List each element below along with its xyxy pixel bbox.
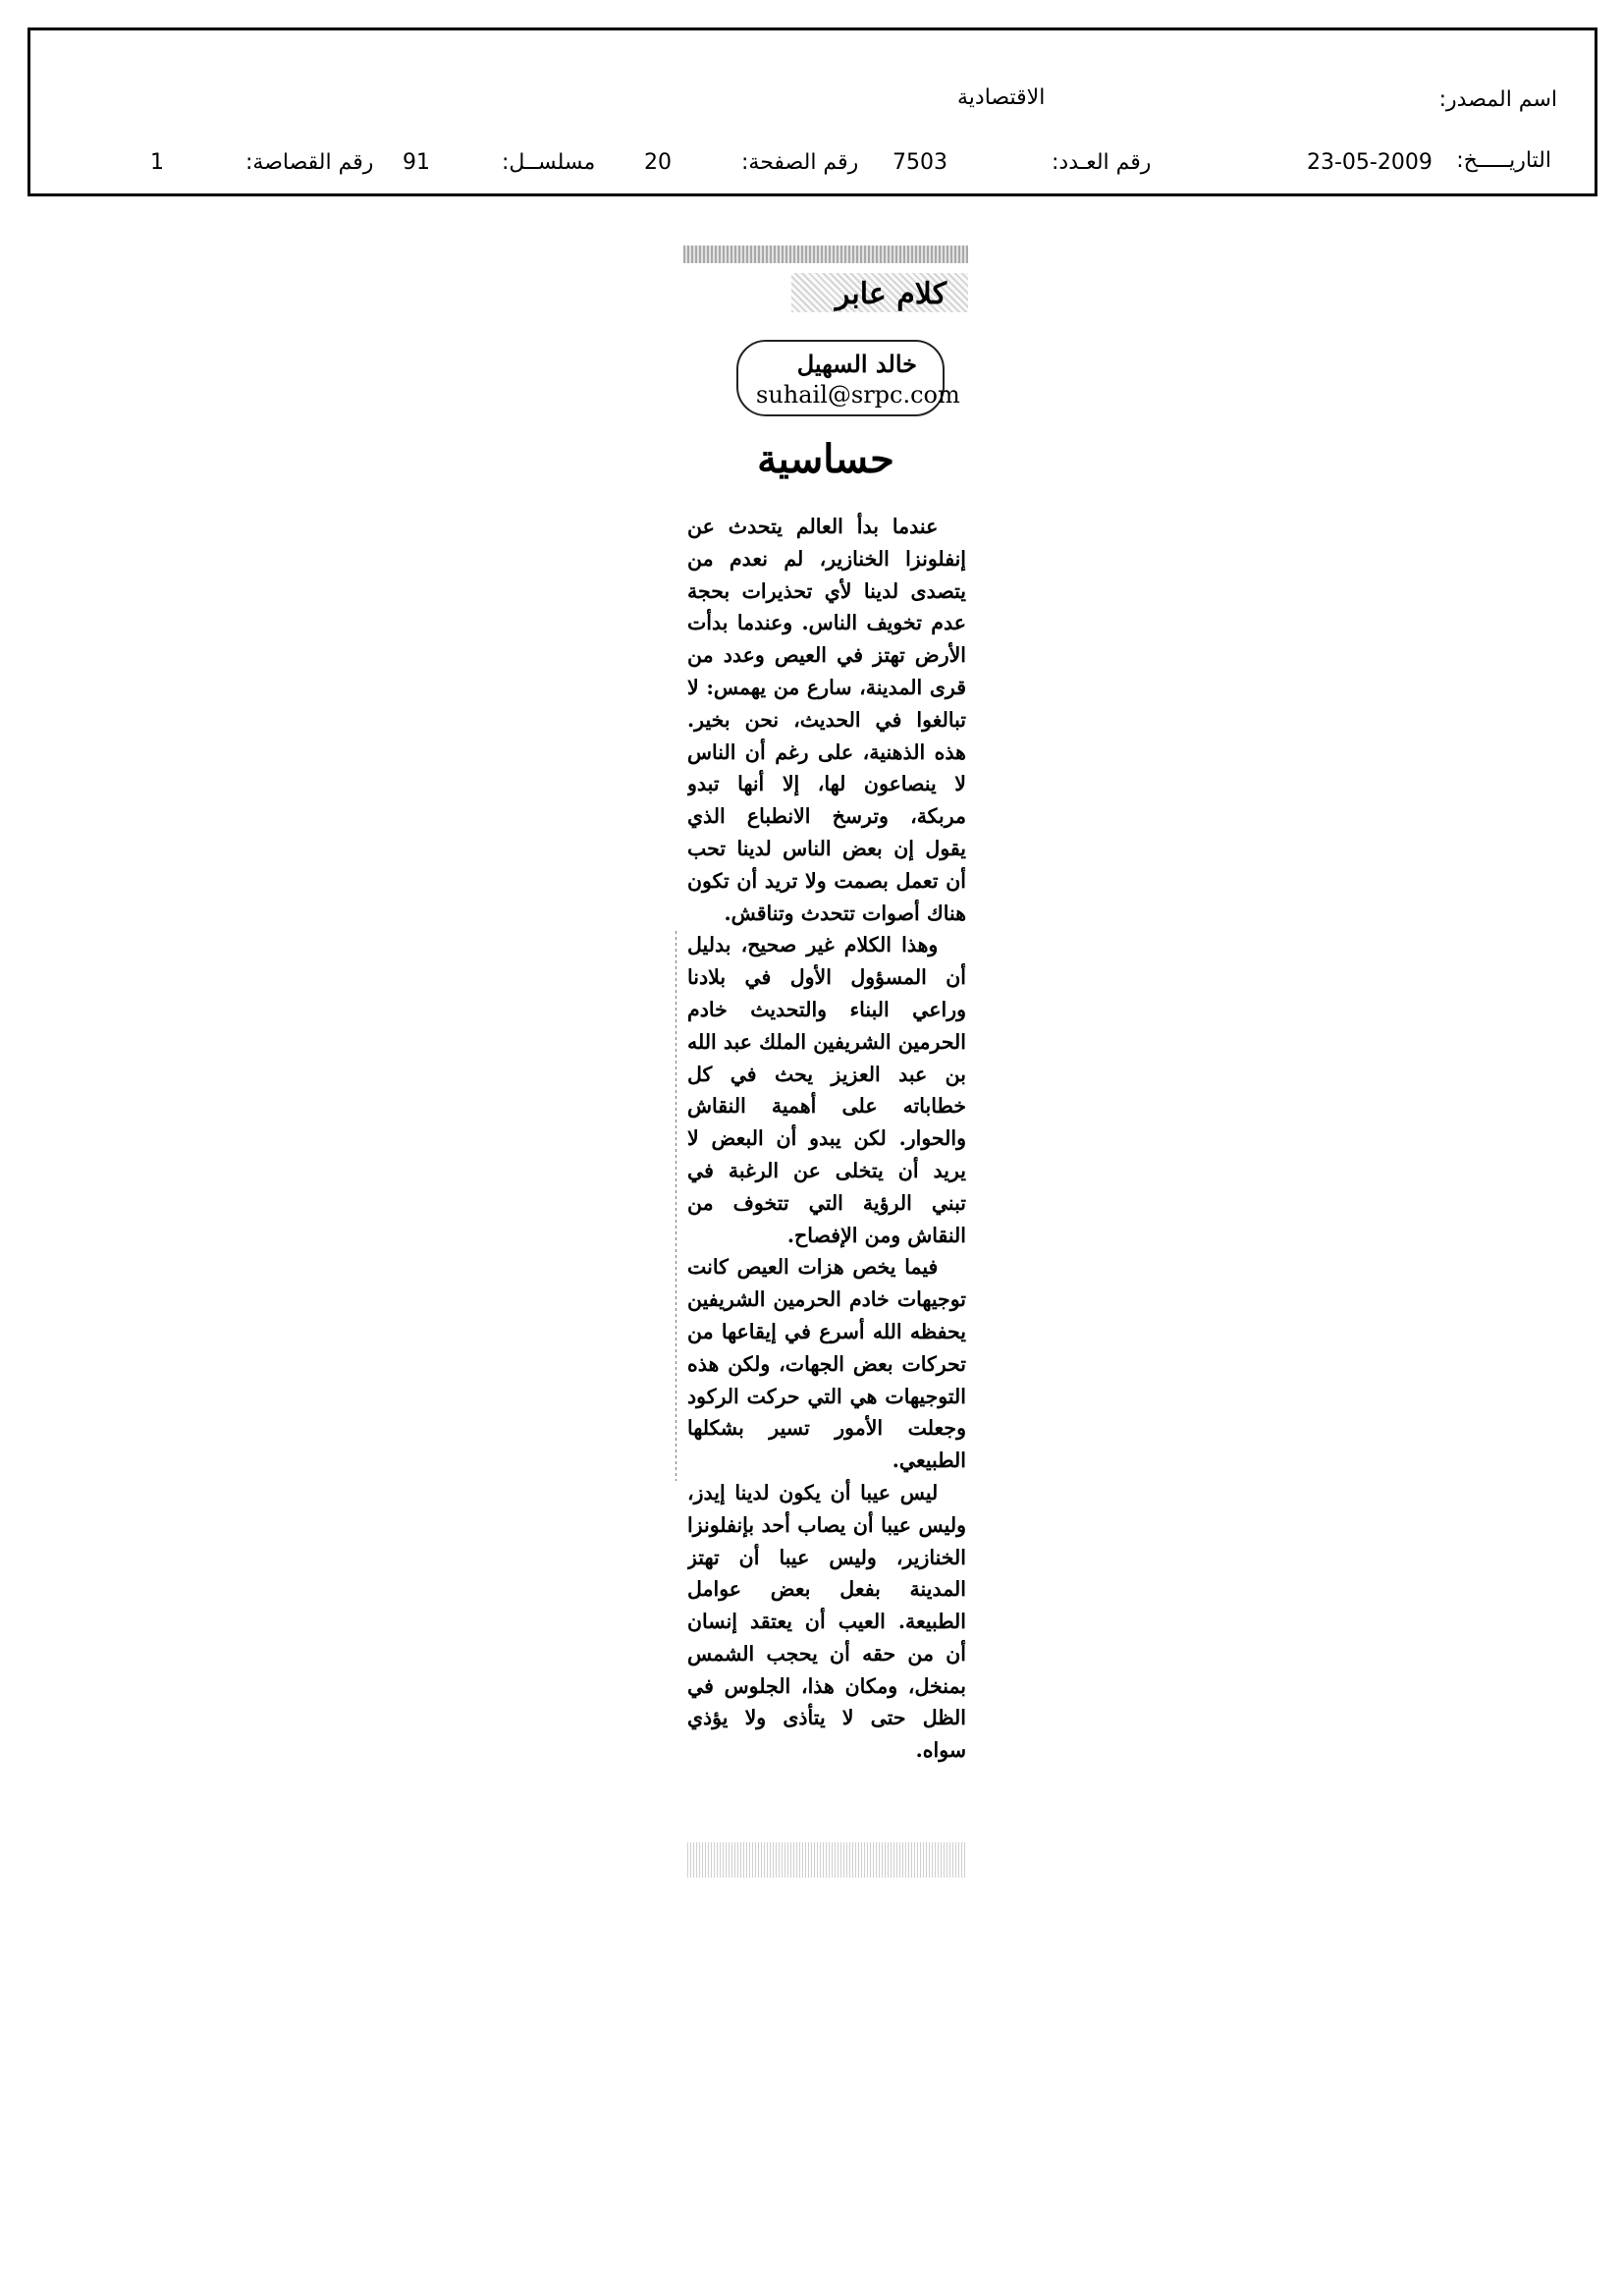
- clip-number-label: رقم القصاصة:: [245, 150, 374, 175]
- scan-texture-band: [683, 246, 968, 263]
- serial-value: 91: [403, 150, 430, 175]
- clip-number-value: 1: [150, 150, 164, 175]
- author-byline: [736, 340, 960, 416]
- newspaper-clipping: [676, 244, 976, 1893]
- article-title: حساسية: [757, 436, 894, 482]
- author-name: خالد السهيل: [796, 350, 917, 378]
- source-value: الاقتصادية: [957, 85, 1046, 110]
- article-paragraph: وهذا الكلام غير صحيح، بدليل أن المسؤول الأول في بلادنا وراعي البناء والتحديث خادم الحرمين الشريفين الملك عبد الله بن عبد العزيز يحث في كل خطاباته على أهمية النقاش والحوار. لكن يبدو أن البعض لا يريد أن يتخلى عن الرغبة في تبني الرؤية التي تتخوف من النقاش ومن الإفصاح.: [687, 933, 966, 1247]
- date-label: التاريـــــخ:: [1456, 148, 1551, 173]
- article-paragraph: فيما يخص هزات العيص كانت توجيهات خادم الحرمين الشريفين يحفظه الله أسرع في إيقاعها من تحركات بعض الجهات، ولكن هذه التوجيهات هي التي حركت الركود وجعلت الأمور تسير بشكلها الطبيعي.: [687, 1255, 966, 1473]
- page-value: 20: [644, 150, 672, 175]
- source-label: اسم المصدر:: [1438, 87, 1557, 112]
- author-email: suhail@srpc.com: [756, 381, 960, 409]
- column-name: كلام عابر: [835, 277, 947, 311]
- page-label: رقم الصفحة:: [741, 150, 859, 175]
- clipping-info-header: [27, 27, 1597, 196]
- date-value: 23-05-2009: [1307, 150, 1433, 175]
- issue-value: 7503: [893, 150, 947, 175]
- issue-label: رقم العـدد:: [1052, 150, 1152, 175]
- article-paragraph: عندما بدأ العالم يتحدث عن إنفلونزا الخنازير، لم نعدم من يتصدى لدينا لأي تحذيرات بحجة عدم تخويف الناس. وعندما بدأت الأرض تهتز في العيص وعدد من قرى المدينة، سارع من يهمس: لا تبالغوا في الحديث، نحن بخير. هذه الذهنية، على رغم أن الناس لا ينصاعون لها، إلا أنها تبدو مربكة، وترسخ الانطباع الذي يقول إن بعض الناس لدينا تحب أن تعمل بصمت ولا تريد أن تكون هناك أصوات تتحدث وتناقش.: [687, 515, 966, 925]
- scan-texture-band: [687, 1842, 966, 1878]
- article-body: [687, 511, 966, 1871]
- serial-label: مسلســل:: [502, 150, 596, 175]
- article-paragraph: ليس عيبا أن يكون لدينا إيدز، وليس عيبا أن يصاب أحد بإنفلونزا الخنازير، وليس عيبا أن تهتز المدينة بفعل بعض عوامل الطبيعة. العيب أن يعتقد إنسان أن من حقه أن يحجب الشمس بمنخل، ومكان هذا، الجلوس في الظل حتى لا يتأذى ولا يؤذي سواه.: [687, 1480, 966, 1763]
